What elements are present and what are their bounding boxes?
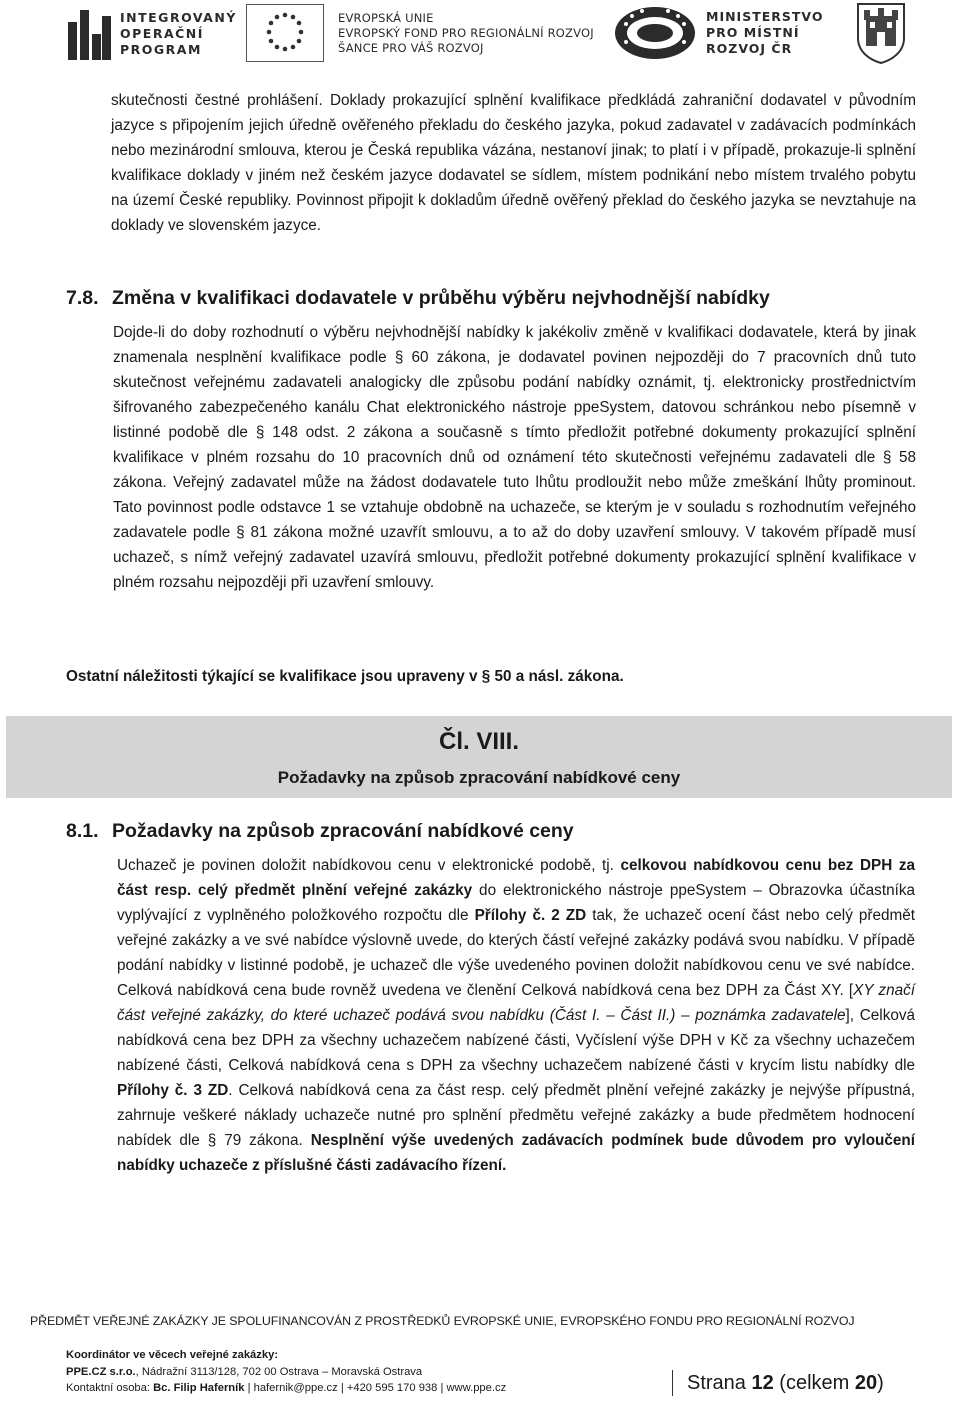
article-banner (6, 716, 952, 798)
mmr-emblem-icon (612, 4, 698, 62)
mmr-line-1: MINISTERSTVO (706, 9, 824, 24)
eu-line-2: EVROPSKÝ FOND PRO REGIONÁLNÍ ROZVOJ (338, 25, 594, 40)
eu-logo (246, 4, 594, 62)
run-8: . Celková nabídková cena za část resp. celý předmět plnění veřejné zakázky je nejvýše přípustná, zahrnuje veškeré náklady uchazeče nutné pro splnění předmětu veřejné zakázky a bude předmětem hodnocení nabídek dle § 79 zákona. (117, 1082, 915, 1149)
page-total: 20 (854, 1372, 878, 1394)
section-8-1-number: 8.1. (66, 820, 99, 842)
eu-line-3: ŠANCE PRO VÁŠ ROZVOJ (338, 40, 484, 55)
page-suffix: ) (877, 1372, 884, 1394)
footer-contact-block (66, 1347, 506, 1397)
run-4: tak, že uchazeč ocení část nebo celý předmět veřejné zakázky a ve své nabídce výslovně uvede, do kterých částí veřejné zakázky podává svou nabídku. V případě podání nabídky v listinné podobě, je uchazeč dle výše uvedeného povinen doložit nabídkovou cenu ve své nabídce. Celková nabídková cena bude rovněž uvedena ve členění Celková nabídková cena bez DPH za Část XY. [ (117, 907, 915, 999)
iop-line-2: OPERAČNÍ (120, 26, 204, 41)
page-current: 12 (751, 1372, 774, 1394)
run-6: ], Celková nabídková cena bez DPH za všechny uchazečem nabízené části, Vyčíslení výše DPH v Kč za všechny uchazečem nabízené části, Celková nabídková cena s DPH za všechny uchazečem nabízené části v krycím listu nabídky dle (117, 1007, 916, 1074)
article-title: Čl. VIII. (438, 728, 519, 755)
run-3-bold: Přílohy č. 2 ZD (474, 907, 587, 924)
article-subtitle: Požadavky na způsob zpracování nabídkové ceny (277, 768, 681, 787)
section-8-1-title: Požadavky na způsob zpracování nabídkové ceny (112, 820, 574, 842)
company-address: , Nádražní 3113/128, 702 00 Ostrava – Moravská Ostrava (135, 1365, 423, 1378)
page-prefix: Strana (687, 1372, 752, 1394)
coordinator-label: Koordinátor ve věcech veřejné zakázky: (66, 1349, 279, 1361)
mmr-line-2: PRO MÍSTNÍ (706, 25, 800, 40)
eu-line-1: EVROPSKÁ UNIE (338, 10, 434, 25)
page-header (0, 0, 960, 68)
contact-label: Kontaktní osoba: (66, 1382, 154, 1394)
run-2: do elektronického nástroje ppeSystem – Obrazovka účastníka vyplývající z vyplněného položkového rozpočtu dle (117, 882, 915, 924)
section-7-8-number: 7.8. (66, 287, 99, 309)
run-0: Uchazeč je povinen doložit nabídkovou cenu v elektronické podobě, tj. (117, 857, 621, 874)
qualification-note: Ostatní náležitosti týkající se kvalifikace jsou upraveny v § 50 a násl. zákona. (66, 668, 624, 685)
section-8-1-heading (66, 820, 574, 843)
section-7-8-title: Změna v kvalifikaci dodavatele v průběhu výběru nejvhodnější nabídky (112, 287, 770, 309)
run-9-bold: Nesplnění výše uvedených zadávacích podmínek bude důvodem pro vyloučení nabídky uchazeče z příslušné části zadávacího řízení. (117, 1132, 915, 1174)
iop-mark-icon (68, 6, 112, 62)
contact-name: Bc. Filip Haferník (153, 1382, 245, 1394)
run-1-bold: celkovou nabídkovou cenu bez DPH za část resp. celý předmět plnění veřejné zakázky (117, 857, 915, 899)
city-coat-of-arms-icon (856, 2, 906, 64)
page-middle: (celkem (773, 1372, 855, 1394)
iop-logo (68, 6, 237, 62)
eu-flag-icon (246, 4, 324, 62)
company-name: PPE.CZ s.r.o. (66, 1365, 136, 1378)
mmr-line-3: ROZVOJ ČR (706, 41, 793, 56)
iop-line-3: PROGRAM (120, 42, 202, 57)
run-7-bold: Přílohy č. 3 ZD (117, 1082, 229, 1099)
section-8-1-body (117, 853, 915, 1225)
footer-funding-line: PŘEDMĚT VEŘEJNÉ ZAKÁZKY JE SPOLUFINANCOVÁN Z PROSTŘEDKŮ EVROPSKÉ UNIE, EVROPSKÉHO FONDU PRO REGIONÁLNÍ ROZVOJ (30, 1314, 855, 1328)
section-7-8-heading (66, 287, 770, 310)
iop-line-1: INTEGROVANÝ (120, 10, 237, 25)
intro-paragraph: skutečnosti čestné prohlášení. Doklady prokazující splnění kvalifikace předkládá zahraniční dodavatel v původním jazyce s připojením jejich úředně ověřeného překladu do českého jazyka, pokud zadavatel v zadávacích podmínkách nebo mezinárodní smlouva, kterou je Česká republika vázána, nestanoví jinak; to platí i v případě, prokazuje-li splnění kvalifikace doklady v jiném než českém jazyce dodavatel se sídlem, místem podnikání nebo místem trvalého pobytu na území České republiky. Povinnost připojit k dokladům úředně ověřený překlad do českého jazyka se nevztahuje na doklady ve slovenském jazyce. (111, 92, 916, 234)
mmr-logo (612, 4, 824, 62)
page-number (672, 1370, 884, 1396)
run-5-italic: XY značí část veřejné zakázky, do které uchazeč podává svou nabídku (Část I. – Část II.) – poznámka zadavatele (117, 982, 915, 1024)
section-7-8-body: Dojde-li do doby rozhodnutí o výběru nejvhodnější nabídky k jakékoliv změně v kvalifikaci dodavatele, která by jinak znamenala nesplnění kvalifikace podle § 60 zákona, je dodavatel povinen nejpozději do 7 pracovních dnů tuto skutečnost veřejnému zadavateli analogicky dle způsobu podání nabídky oznámit, tj. elektronicky prostřednictvím šifrovaného zabezpečeného kanálu Chat elektronického nástroje ppeSystem, datovou schránkou nebo písemně v listinné podobě dle § 148 odst. 2 zákona a současně s tímto předložit potřebné dokumenty prokazující splnění kvalifikace v plném rozsahu do 10 pracovních dnů od oznámení této skutečnosti veřejnému zadavateli dle § 58 zákona. Veřejný zadavatel může na žádost dodavatele tuto lhůtu prodloužit nebo může zmeškání lhůty prominout. Tato povinnost podle odstavce 1 se vztahuje obdobně na uchazeče, se kterým je v souladu s rozhodnutím veřejného zadavatele podle § 81 zákona možné uzavřít smlouvu, a to až do doby uzavření smlouvy. V takovém případě musí uchazeč, s nímž veřejný zadavatel uzavírá smlouvu, předložit potřebné dokumenty prokazující splnění kvalifikace v plném rozsahu nejpozději při uzavření smlouvy. (113, 324, 916, 591)
contact-details: | hafernik@ppe.cz | +420 595 170 938 | www.ppe.cz (244, 1382, 507, 1394)
